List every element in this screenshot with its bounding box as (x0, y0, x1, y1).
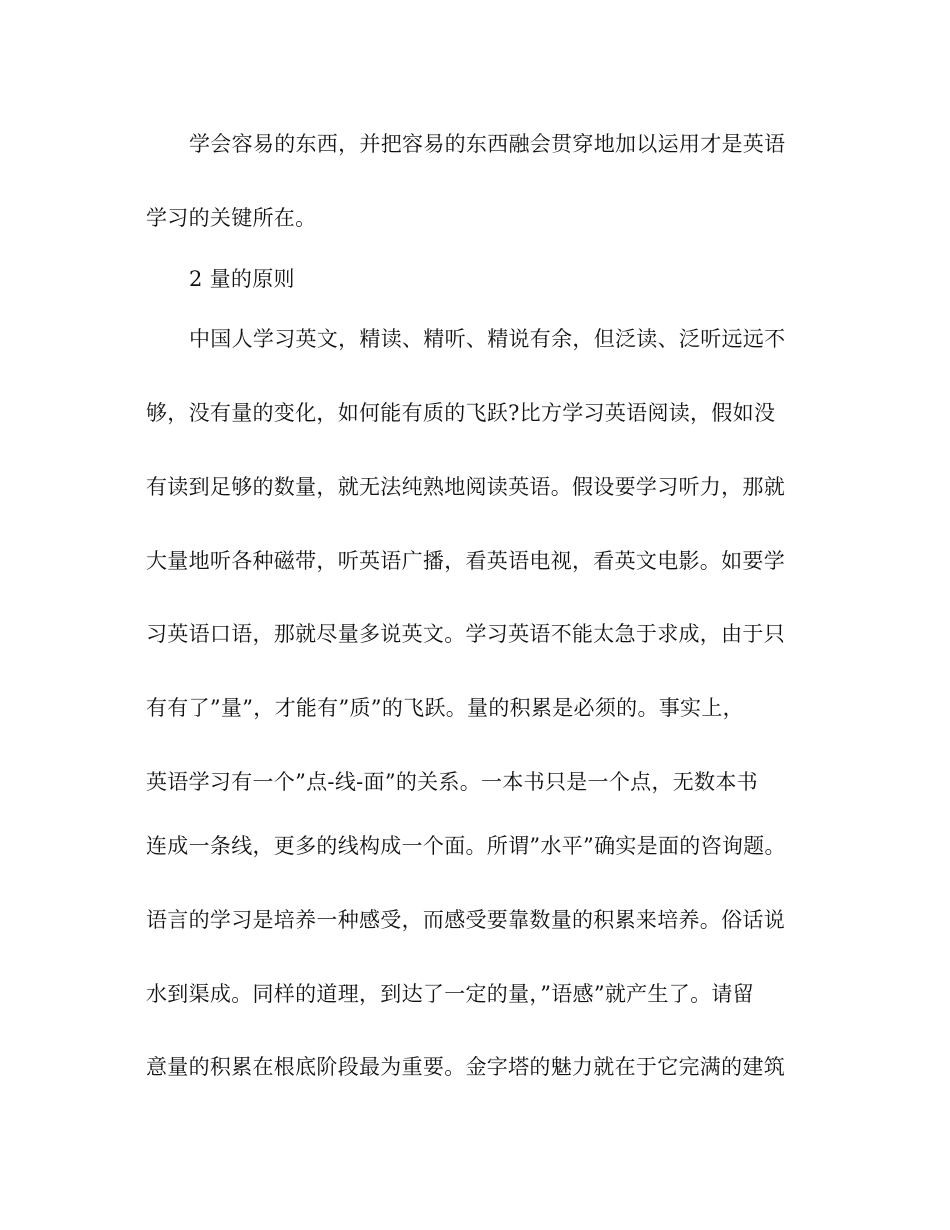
paragraph-line-13: 意量的积累在根底阶段最为重要。金字塔的魅力就在于它完满的建筑 (146, 1055, 785, 1079)
paragraph-line-1: 学会容易的东西，并把容易的东西融会贯穿地加以运用才是英语 (189, 132, 786, 156)
section-heading: 2 量的原则 (189, 267, 295, 291)
paragraph-line-3: 中国人学习英文，精读、精听、精说有余，但泛读、泛听远远不 (189, 327, 786, 351)
paragraph-line-6: 大量地听各种磁带，听英语广播，看英语电视，看英文电影。如要学 (146, 549, 785, 573)
paragraph-line-5: 有读到足够的数量，就无法纯熟地阅读英语。假设要学习听力，那就 (146, 475, 785, 499)
paragraph-line-8: 有有了”量”，才能有”质”的飞跃。量的积累是必须的。事实上， (146, 696, 744, 720)
paragraph-line-2: 学习的关键所在。 (146, 206, 317, 230)
paragraph-line-4: 够，没有量的变化，如何能有质的飞跃?比方学习英语阅读，假如没 (146, 401, 776, 425)
paragraph-line-12: 水到渠成。同样的道理，到达了一定的量，”语感”就产生了。请留 (146, 982, 754, 1006)
paragraph-line-10: 连成一条线，更多的线构成一个面。所谓”水平”确实是面的咨询题。 (146, 834, 786, 858)
paragraph-line-9: 英语学习有一个”点-线-面”的关系。一本书只是一个点，无数本书 (146, 770, 758, 794)
paragraph-line-7: 习英语口语，那就尽量多说英文。学习英语不能太急于求成，由于只 (146, 622, 785, 646)
paragraph-line-11: 语言的学习是培养一种感受，而感受要靠数量的积累来培养。俗话说 (146, 908, 785, 932)
